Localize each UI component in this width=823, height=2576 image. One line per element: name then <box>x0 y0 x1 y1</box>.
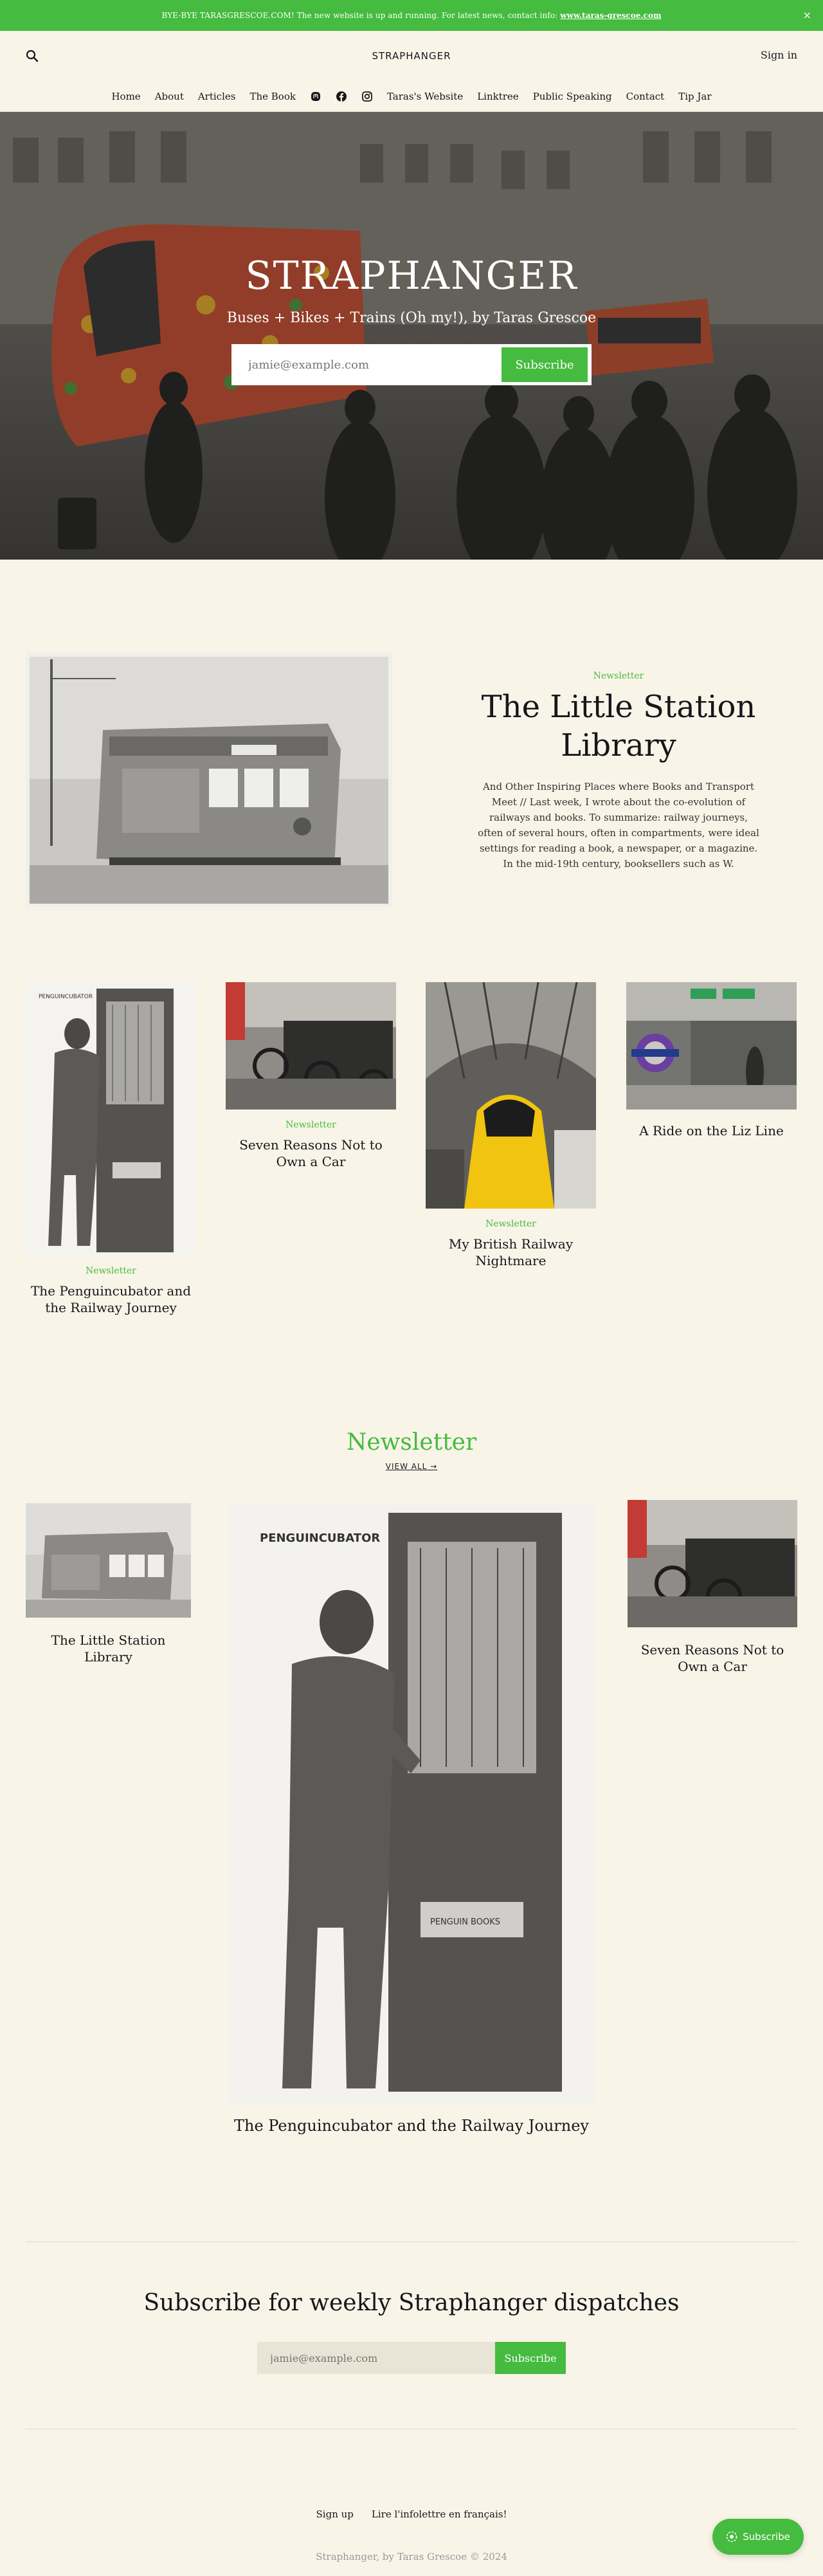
subscribe-button[interactable]: Subscribe <box>495 2342 566 2374</box>
signin-link[interactable]: Sign in <box>760 49 797 61</box>
post-image[interactable] <box>26 982 196 1256</box>
announcement-bar <box>0 0 823 31</box>
post-card[interactable] <box>226 982 396 1170</box>
copyright: Straphanger, by Taras Grescoe © 2024 <box>316 2551 507 2562</box>
post-tag[interactable]: Newsletter <box>485 1219 536 1229</box>
svg-text:PENGUINCUBATOR: PENGUINCUBATOR <box>39 994 93 1000</box>
nav-public-speaking[interactable]: Public Speaking <box>532 91 612 102</box>
view-all-link[interactable]: VIEW ALL → <box>385 1462 438 1471</box>
floating-subscribe-button[interactable] <box>712 2519 804 2555</box>
floating-subscribe-label: Subscribe <box>743 2531 790 2543</box>
featured-image[interactable] <box>26 653 392 907</box>
hero-section <box>0 112 823 560</box>
nav-tip-jar[interactable]: Tip Jar <box>678 91 712 102</box>
announcement-link[interactable]: www.taras-grescoe.com <box>560 11 662 20</box>
post-title[interactable]: My British Railway Nightmare <box>448 1236 574 1268</box>
post-title[interactable]: The Little Station Library <box>51 1632 166 1665</box>
hero-subscribe-button[interactable]: Subscribe <box>502 347 588 382</box>
main-nav <box>0 81 823 112</box>
post-card[interactable] <box>26 982 196 1316</box>
subscribe-form <box>257 2342 566 2374</box>
portal-icon <box>726 2531 737 2543</box>
featured-post[interactable] <box>0 560 823 945</box>
post-title[interactable]: A Ride on the Liz Line <box>639 1123 784 1138</box>
hero-title: STRAPHANGER <box>245 253 578 298</box>
nav-the-book[interactable]: The Book <box>249 91 296 102</box>
instagram-icon[interactable] <box>361 91 373 102</box>
nav-articles[interactable]: Articles <box>197 91 236 102</box>
nav-home[interactable]: Home <box>111 91 141 102</box>
subscribe-email-input[interactable] <box>257 2342 495 2374</box>
post-image[interactable] <box>626 982 797 1110</box>
featured-tag[interactable]: Newsletter <box>593 671 644 681</box>
nav-linktree[interactable]: Linktree <box>477 91 519 102</box>
close-icon[interactable]: × <box>802 9 811 21</box>
footer-french-link[interactable]: Lire l'infolettre en français! <box>371 2508 507 2520</box>
site-footer <box>0 2508 823 2562</box>
newsletter-card[interactable] <box>26 1503 191 1665</box>
hero-email-input[interactable] <box>235 348 502 381</box>
announcement-message: BYE-BYE TARASGRESCOE.COM! The new website is up and running. For latest news, contact info: <box>161 11 558 20</box>
post-tag[interactable]: Newsletter <box>285 1120 336 1130</box>
nav-taras-website[interactable]: Taras's Website <box>386 91 464 102</box>
site-logo[interactable]: STRAPHANGER <box>372 50 451 62</box>
post-title[interactable]: Seven Reasons Not to Own a Car <box>640 1642 784 1674</box>
post-image[interactable] <box>226 982 396 1110</box>
post-image[interactable] <box>26 1503 191 1618</box>
post-title[interactable]: The Penguincubator and the Railway Journey <box>30 1283 192 1315</box>
post-title[interactable]: Seven Reasons Not to Own a Car <box>239 1137 383 1169</box>
hero-subtitle: Buses + Bikes + Trains (Oh my!), by Taras Grescoe <box>226 310 597 326</box>
post-image[interactable] <box>228 1503 595 2103</box>
hero-subscribe-form <box>231 344 592 385</box>
newsletter-section-header <box>0 1429 823 1472</box>
footer-signup-link[interactable]: Sign up <box>316 2508 354 2520</box>
mastodon-icon[interactable] <box>310 91 321 102</box>
post-image[interactable] <box>426 982 596 1209</box>
site-header <box>0 31 823 112</box>
post-card[interactable] <box>426 982 596 1269</box>
subscribe-heading: Subscribe for weekly Straphanger dispatches <box>143 2290 680 2316</box>
post-tag[interactable]: Newsletter <box>86 1266 136 1276</box>
search-icon[interactable] <box>24 48 40 64</box>
newsletter-card-featured[interactable] <box>228 1503 595 2134</box>
subscribe-box <box>0 2290 823 2374</box>
featured-title[interactable]: The Little Station Library <box>481 689 756 763</box>
newsletter-card[interactable] <box>628 1500 797 1675</box>
featured-excerpt: And Other Inspiring Places where Books and Transport Meet // Last week, I wrote about the co-evolution of railways and books. To summarize: railway journeys, often of several hours, often in compartments, were ideal settings for reading a book, a newspaper, or a magazine. In the mid-19th century, booksellers such as W. <box>478 781 759 870</box>
post-image[interactable] <box>628 1500 797 1627</box>
post-card[interactable] <box>626 982 797 1139</box>
svg-text:PENGUIN BOOKS: PENGUIN BOOKS <box>430 1917 500 1927</box>
newsletter-heading[interactable]: Newsletter <box>346 1429 477 1456</box>
post-title[interactable]: The Penguincubator and the Railway Journey <box>234 2117 589 2135</box>
svg-text:PENGUINCUBATOR: PENGUINCUBATOR <box>260 1531 381 1545</box>
facebook-icon[interactable] <box>336 91 347 102</box>
nav-about[interactable]: About <box>154 91 184 102</box>
nav-contact[interactable]: Contact <box>626 91 665 102</box>
